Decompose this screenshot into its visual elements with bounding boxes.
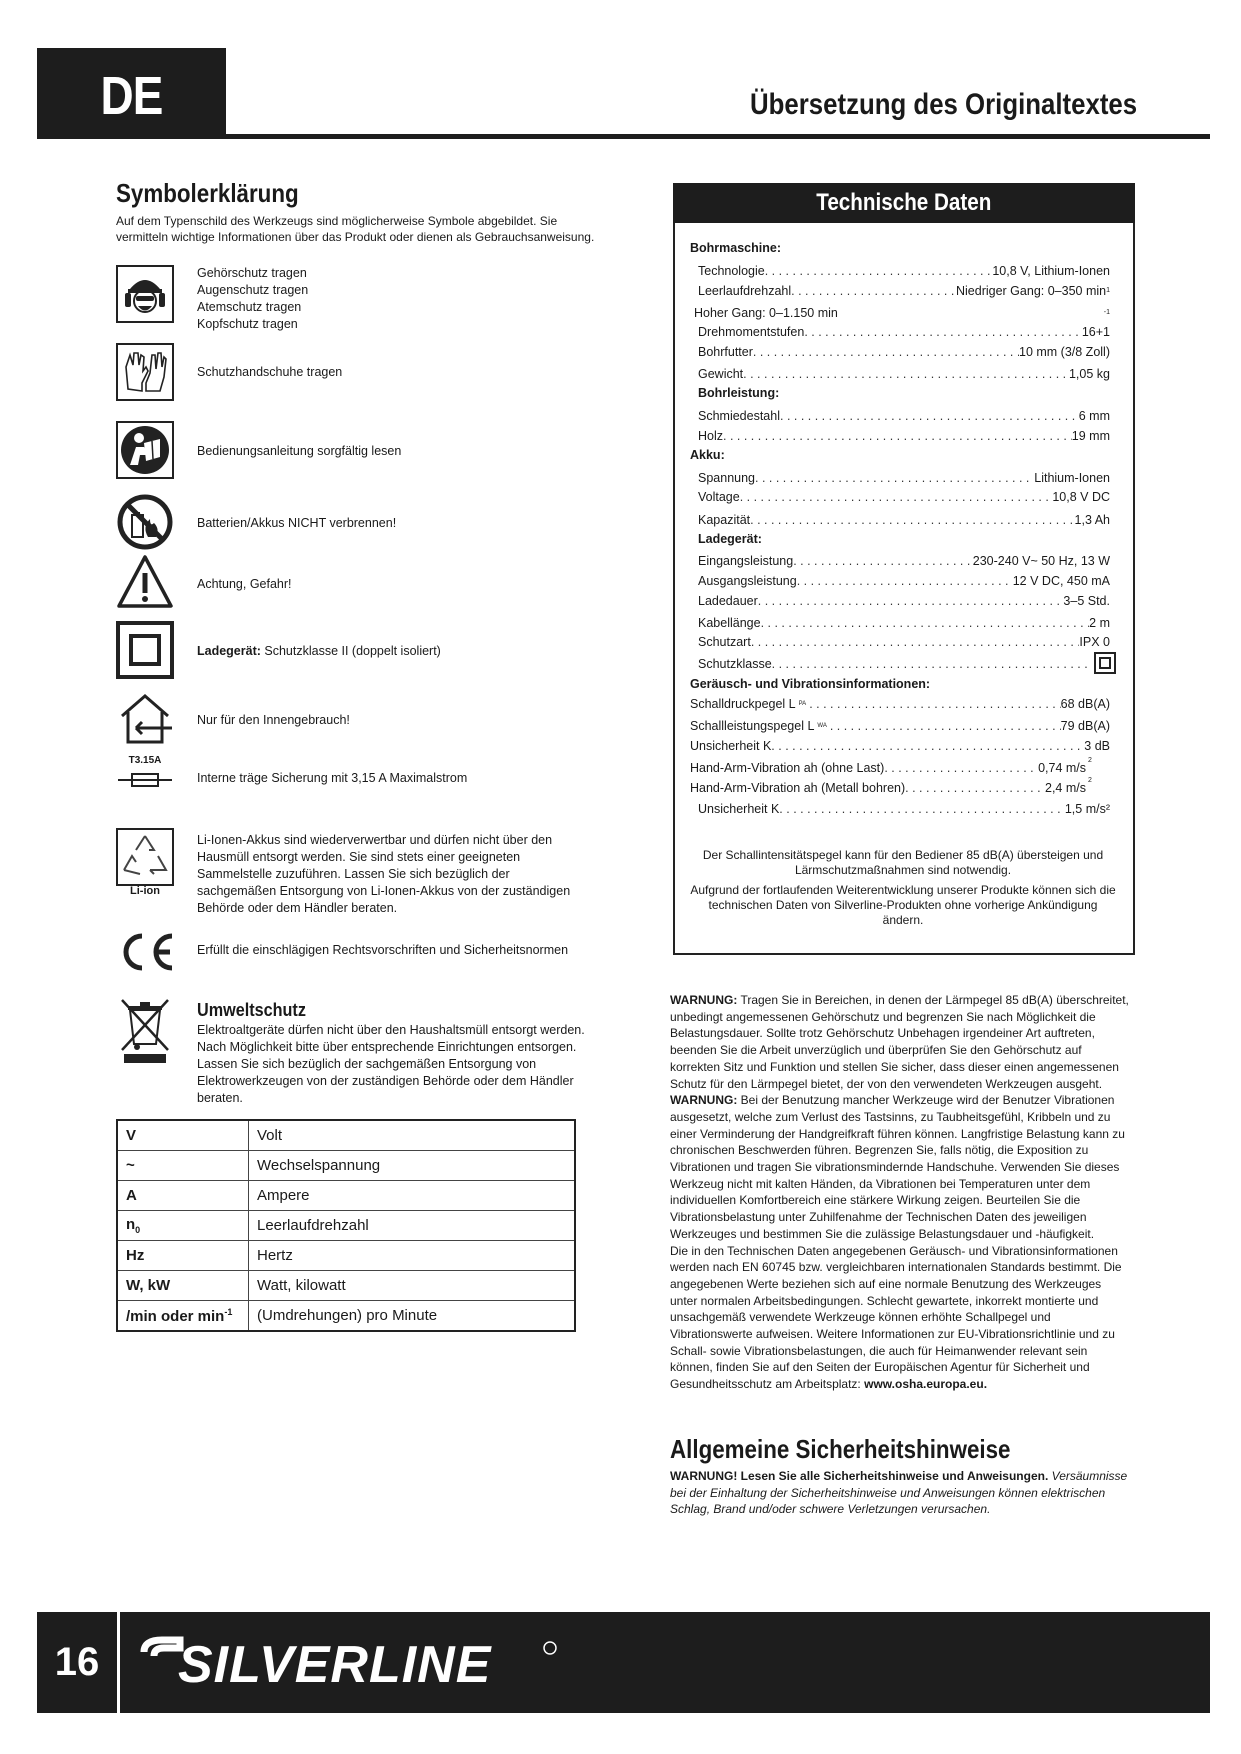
spec-vibration-uncertainty: Unsicherheit K . . . 1,5 m/s² <box>698 801 1110 817</box>
table-row: Hz Hertz <box>117 1241 575 1271</box>
no-burn-description: Batterien/Akkus NICHT verbrennen! <box>197 516 397 530</box>
spec-steel: Schmiedestahl . . . 6 mm <box>698 408 1110 424</box>
spec-technology: Technologie . . . 10,8 V, Lithium-Ionen <box>698 263 1110 279</box>
units-table <box>116 1119 576 1332</box>
spec-sound-power: Schallleistungspegel L WA . . . 79 dB(A) <box>690 718 1110 734</box>
drill-heading: Bohrmaschine: <box>690 241 781 255</box>
warning-description: Achtung, Gefahr! <box>197 577 292 591</box>
table-row: V Volt <box>117 1120 575 1151</box>
li-ion-recycle-icon <box>116 828 174 886</box>
spec-high-gear: Hoher Gang: 0–1.150 min -1 <box>694 306 1110 320</box>
symbols-intro: Auf dem Typenschild des Werkzeugs sind möglicherweise Symbole abgebildet. Sie vermitteln wichtige Informationen über das Produkt oder dienen als Gebrauchsanweisung. <box>116 214 595 244</box>
spec-chuck: Bohrfutter . . . 10 mm (3/8 Zoll) <box>698 344 1110 360</box>
page-title: Übersetzung des Originaltextes <box>749 88 1137 121</box>
protection-class-icon <box>1094 652 1116 674</box>
spec-wood: Holz . . . 19 mm <box>698 428 1110 444</box>
table-row: A Ampere <box>117 1181 575 1211</box>
fuse-rating-label: T3.15A <box>128 755 162 766</box>
warning-text <box>670 992 1130 1393</box>
spec-sound-pressure: Schalldruckpegel L PA . . . 68 dB(A) <box>690 696 1110 712</box>
spec-torque: Drehmomentstufen . . . 16+1 <box>698 324 1110 340</box>
safety-warning: WARNUNG! Lesen Sie alle Sicherheitshinweise und Anweisungen. Versäumnisse bei der Einhaltung der Sicherheitshinweise und Anweisungen können elektrischen Schlag, Brand und/oder schwere Verletzungen verursachen. <box>670 1469 1128 1516</box>
spec-ip-rating: Schutzart . . . IPX 0 <box>698 634 1110 650</box>
hearing-warning: WARNUNG: Tragen Sie in Bereichen, in denen der Lärmpegel 85 dB(A) überschreitet, unbedingt angemessenen Gehörschutz und begrenzen Sie nach Möglichkeit die Belastungsdauer. Sollte trotz Gehörschutz Unbehagen irgendeiner Art auftreten, beenden Sie die Arbeit unverzüglich und überprüfen Sie den Gehörschutz auf korrekten Sitz und Funktion und stellen Sie sicher, dass dieser einen angemessenen Schutz für den Lärmpegel bietet, der von den verwendeten Werkzeugen ausgeht. <box>670 993 1129 1091</box>
table-row: $n_0$ Leerlaufdrehzahl <box>117 1211 575 1241</box>
environment-description: Elektroaltgeräte dürfen nicht über den Haushaltsmüll entsorgt werden. Nach Möglichkeit bitte über entsprechende Einrichtungen entsorgen. Lassen Sie sich bezüglich der sachgemäßen Entsorgung von Elektrowerkzeugen von der zuständigen Behörde oder dem Händler beraten. <box>197 1023 585 1105</box>
header-rule <box>37 134 1210 139</box>
ce-description: Erfüllt die einschlägigen Rechtsvorschriften und Sicherheitsnormen <box>197 943 569 957</box>
gloves-description: Schutzhandschuhe tragen <box>197 365 343 379</box>
indoor-use-icon <box>116 690 174 748</box>
spec-vibration-drilling: Hand-Arm-Vibration ah (Metall bohren) . . . 2,4 m/s <box>690 780 1086 796</box>
spec-charge-time: Ladedauer . . . 3–5 Std. <box>698 593 1110 609</box>
gloves-icon <box>116 343 174 401</box>
vibration-warning: WARNUNG: Bei der Benutzung mancher Werkzeuge wird der Benutzer Vibrationen ausgesetzt, welche zum Verlust des Tastsinns, zu Taubheitsgefühl, Kribbeln und zu einer Verminderung der Handgreifkraft führen können. Langfristige Belastung kann zu chronischen Beschwerden führen. Begrenzen Sie, falls nötig, die Exposition zu Vibrationen und tragen Sie vibrationsmindernde Handschuhe. Verwenden Sie dieses Werkzeug nicht mit kalten Händen, da Vibrationen bei Temperaturen unter dem individuellen Komfortbereich eine stärkere Wirkung zeigen. Beurteilen Sie die Vibrationsbelastung unter Zuhilfenahme der Technischen Daten des jeweiligen Werkzeuges und bestimmen Sie die zulässige Belastungsdauer und -häufigkeit. <box>670 1093 1125 1241</box>
ppe-icon <box>116 265 174 323</box>
safety-heading: Allgemeine Sicherheitshinweise <box>670 1434 1011 1464</box>
spec-cable: Kabellänge . . . 2 m <box>698 615 1110 631</box>
indoor-description: Nur für den Innengebrauch! <box>197 713 350 727</box>
standards-info: Die in den Technischen Daten angegebenen Geräusch- und Vibrationsinformationen werden nach EN 60745 bzw. vergleichbaren internationalen Standards bestimmt. Die angegebenen Werte beziehen sich auf eine normale Benutzung des Werkzeuges unter normalen Arbeitsbedingungen. Schlecht gewartete, inkorrekt montierte und unsachgemäß verwendete Werkzeuge können erhöhte Schallpegel und Vibrationswerte aufweisen. Weitere Informationen zur EU-Vibrationsrichtlinie und zu Schall- sowie Vibrationsbelastungen, die auch für Heimanwender relevant sein können, finden Sie auf den Seiten der Europäischen Agentur für Sicherheit und Gesundheitsschutz am Arbeitsplatz: www.osha.europa.eu. <box>670 1243 1122 1392</box>
noise-heading: Geräusch- und Vibrationsinformationen: <box>690 677 931 691</box>
spec-battery-type: Spannung . . . Lithium-Ionen <box>698 470 1110 486</box>
manual-description: Bedienungsanleitung sorgfältig lesen <box>197 444 402 458</box>
noise-note: Der Schallintensitätspegel kann für den Bediener 85 dB(A) übersteigen und Lärmschutzmaßnahmen sind notwendig. <box>702 848 1104 877</box>
spec-voltage: Voltage . . . 10,8 V DC <box>698 489 1110 505</box>
spec-vibration-no-load: Hand-Arm-Vibration ah (ohne Last) . . . 0,74 m/s <box>690 760 1086 776</box>
spec-uncertainty: Unsicherheit K . . . 3 dB <box>690 738 1110 754</box>
silverline-logo <box>140 1622 560 1702</box>
symbols-heading: Symbolerklärung <box>116 178 299 208</box>
fuse-icon <box>116 768 174 792</box>
spec-output: Ausgangsleistung . . . 12 V DC, 450 mA <box>698 573 1110 589</box>
spec-no-load-speed: Leerlaufdrehzahl . . . Niedriger Gang: 0–350 min 1 <box>698 283 1110 299</box>
spec-change-note: Aufgrund der fortlaufenden Weiterentwicklung unserer Produkte können sich die technischen Daten von Silverline-Produkten ohne vorherige Ankündigung ändern. <box>690 883 1116 927</box>
ce-mark-icon <box>116 930 176 974</box>
spec-weight: Gewicht . . . 1,05 kg <box>698 366 1110 382</box>
footer-divider <box>117 1612 120 1713</box>
double-insulation-icon <box>116 621 174 679</box>
spec-input: Eingangsleistung . . . 230-240 V~ 50 Hz, 13 W <box>698 553 1110 569</box>
warning-triangle-icon <box>116 553 174 611</box>
li-ion-label: Li-ion <box>130 885 160 897</box>
ppe-description: Gehörschutz tragen Augenschutz tragen Atemschutz tragen Kopfschutz tragen <box>197 266 309 331</box>
language-code: DE <box>100 66 163 126</box>
fuse-description: Interne träge Sicherung mit 3,15 A Maximalstrom <box>197 771 468 785</box>
table-row: /min oder $\min^{-1}$ (Umdrehungen) pro Minute <box>117 1301 575 1332</box>
weee-bin-icon <box>116 996 174 1064</box>
spec-protection-class: Schutzklasse . . . <box>698 656 1092 672</box>
battery-heading: Akku: <box>690 448 725 462</box>
vibration-drilling-sup: 2 <box>1088 777 1092 784</box>
tech-data-heading: Technische Daten <box>673 183 1135 223</box>
svg-text:SILVERLINE: SILVERLINE <box>178 1636 492 1694</box>
spec-capacity: Kapazität . . . 1,3 Ah <box>698 512 1110 528</box>
table-row: ~ Wechselspannung <box>117 1151 575 1181</box>
manual-icon <box>116 421 174 479</box>
no-burn-battery-icon <box>116 493 174 551</box>
environment-heading: Umweltschutz <box>197 1000 306 1020</box>
double-insulation-description: Ladegerät: Schutzklasse II (doppelt isoliert) <box>197 644 441 658</box>
vibration-no-load-sup: 2 <box>1088 757 1092 764</box>
page-number: 16 <box>54 1640 100 1684</box>
table-row: W, kW Watt, kilowatt <box>117 1271 575 1301</box>
capacity-heading: Bohrleistung: <box>698 386 780 400</box>
osha-link[interactable]: www.osha.europa.eu. <box>864 1377 988 1392</box>
li-ion-description: Li-Ionen-Akkus sind wiederverwertbar und dürfen nicht über den Hausmüll entsorgt werden. Sie sind stets einer geeigneten Sammelstelle zuzuführen. Lassen Sie sich bezüglich der sachgemäßen Entsorgung von Li-Ionen-Akkus von der zuständigen Behörde oder dem Händler beraten. <box>197 833 571 915</box>
charger-heading: Ladegerät: <box>698 532 762 546</box>
